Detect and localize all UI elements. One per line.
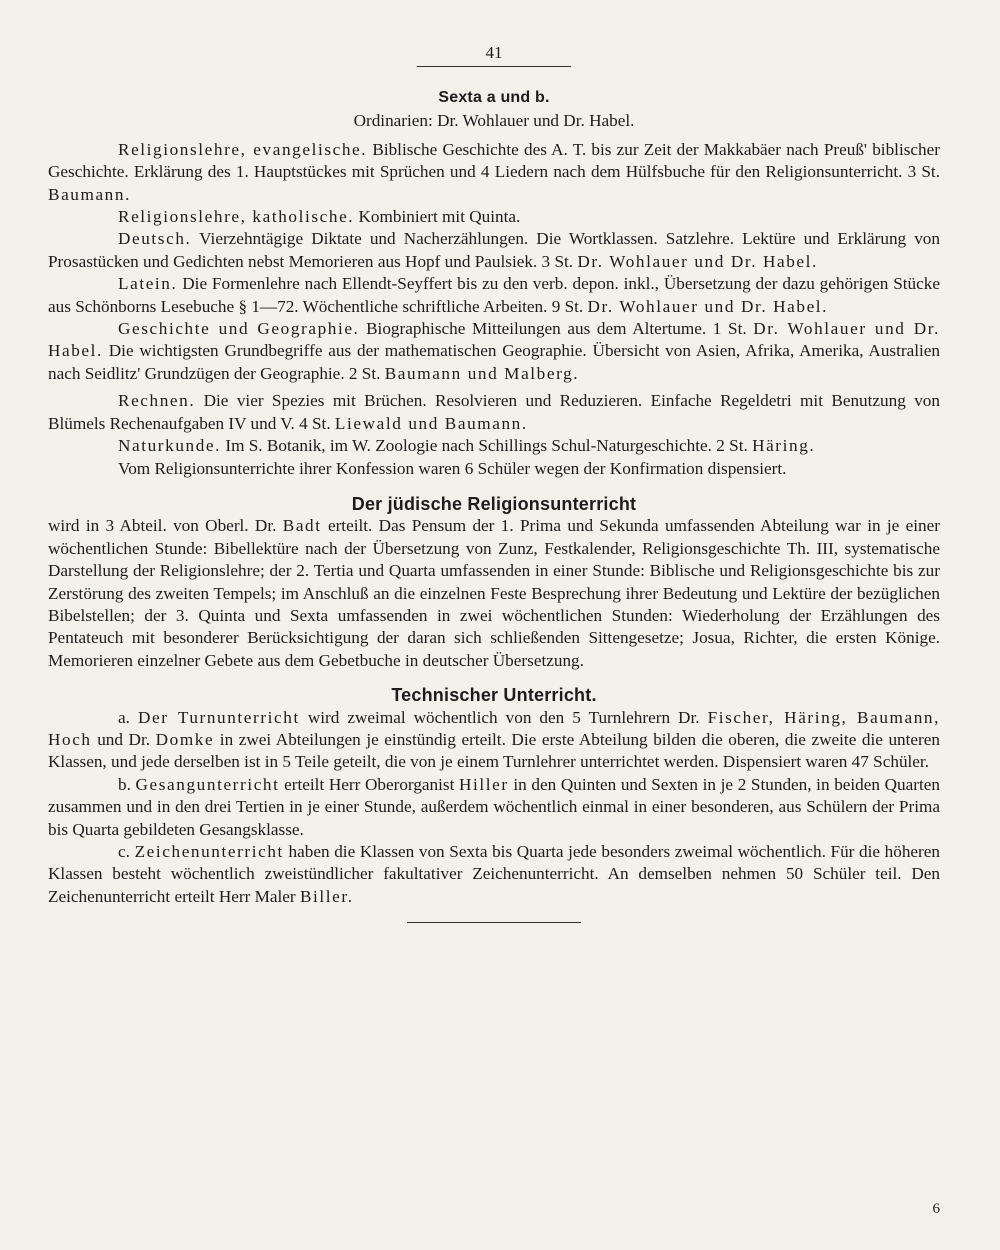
teacher-names: Dr. Wohlauer und Dr. Habel. <box>48 319 940 361</box>
dispensation-note: Vom Religionsunterrichte ihrer Konfession waren 6 Schüler wegen der Konfirmation dispensiert. <box>118 458 787 478</box>
header-rule <box>417 66 571 67</box>
teacher-names-second: Baumann und Malberg. <box>384 363 580 383</box>
subject-label: Rechnen. <box>118 391 196 411</box>
signature-mark: 6 <box>932 1200 940 1217</box>
juedisch-paragraph <box>48 515 940 672</box>
item-label: b. <box>118 774 136 794</box>
technisch-item-b <box>48 774 940 841</box>
item-text: in zwei Abteilungen je einstündig erteilt. Die erste Abteilung bilden die oberen, die zweite die unteren Klassen, und jede derselben ist in 5 Teile geteilt, die von je einem Turnlehrer unterrichtet werden. Dispensiert waren 47 Schüler. <box>48 729 941 772</box>
entry-religion-katholisch <box>48 206 940 228</box>
subject-label: Zeichenunterricht <box>134 842 284 861</box>
entry-text: Kombiniert mit Quinta. <box>354 207 521 227</box>
entry-text-continued: Die wichtigsten Grundbegriffe aus der mathematischen Geographie. Übersicht von Asien, Afrika, Amerika, Australien nach Seidlitz' Grundzügen der Geographie. 2 St. <box>48 341 940 383</box>
entry-text: Biblische Geschichte des A. T. bis zur Zeit der Makkabäer nach Preuß' biblischer Geschichte. Erklärung des 1. Hauptstückes mit Sprüchen und 4 Liedern nach dem Hülfsbuche für den Religionsunterricht. 3 St. <box>48 139 940 182</box>
entry-geschichte-geographie <box>48 318 940 385</box>
entry-text: Vierzehntägige Diktate und Nacherzählungen. Die Wortklassen. Satzlehre. Lektüre und Erklärung von Prosastücken und Gedichten nebst Memorieren aus Hopf und Paulsiek. 3 St. <box>48 229 940 271</box>
technisch-heading: Technischer Unterricht. <box>391 685 597 706</box>
item-text: wird zweimal wöchentlich von den 5 Turnlehrern Dr. <box>299 707 708 727</box>
entry-naturkunde <box>48 435 940 457</box>
subject-label: Der Turnunterricht <box>137 707 300 727</box>
entry-religion-evangelisch <box>48 139 940 206</box>
subject-label: Religionslehre, katholische. <box>118 207 355 227</box>
subject-label: Latein. <box>118 274 178 294</box>
subject-label: Gesangunterricht <box>135 774 280 794</box>
entry-text: Biographische Mitteilungen aus dem Altertume. 1 St. <box>359 319 754 339</box>
juedisch-text-start: wird in 3 Abteil. von Oberl. Dr. <box>48 516 283 536</box>
page-number: 41 <box>485 43 503 62</box>
item-text: in den Quinten und Sexten in je 2 Stunden, in beiden Quarten zusammen und in den drei Tertien in je einer Stunde, außerdem wöchentlich einmal in einer besonderen, aus Schülern der Prima bis Quarta gebildeten Gesangsklasse. <box>48 774 940 839</box>
subject-label: Naturkunde. <box>118 436 222 456</box>
entry-text: Im S. Botanik, im W. Zoologie nach Schillings Schul-Naturgeschichte. 2 St. <box>221 436 753 456</box>
teacher-name: Biller. <box>299 886 354 906</box>
juedisch-heading: Der jüdische Religionsunterricht <box>351 493 637 514</box>
item-label: a. <box>118 707 138 727</box>
juedisch-text-body: erteilt. Das Pensum der 1. Prima und Sekunda umfassenden Abteilung war in je einer wöchentlichen Stunde: Bibellektüre nach der Übersetzung von Zunz, Festkalender, Religionsgeschichte Th. III, systematische Darstellung der Religionslehre; der 2. Tertia und Quarta umfassenden in einer Stunde: Biblische und Religionsgeschichte bis zur Zerstörung des zweiten Tempels; im Anschluß an die einzelnen Feste Besprechung ihrer Bedeutung und Lektüre der bezüglichen Bibelstellen; der 3. Quinta und Sexta umfassenden in zwei wöchentlichen Stunden: Wiederholung der Erzählungen des Pentateuch mit besonderer Berücksichtigung der daran sich schließenden Sittengesetze; Josua, Richter, die ersten Könige. Memorieren einzelner Gebete aus dem Gebetbuche in deutscher Übersetzung. <box>48 516 940 670</box>
item-text: haben die Klassen von Sexta bis Quarta jede besonders zweimal wöchentlich. Für die höheren Klassen besteht wöchentlich zweistündlicher fakultativer Zeichenunterricht. An demselben nehmen 50 Schüler teil. Den Zeichenunterricht erteilt Herr Maler <box>48 842 940 906</box>
sexta-curriculum <box>48 139 940 480</box>
entry-text: Die Formenlehre nach Ellendt-Seyffert bis zu den verb. depon. inkl., Übersetzung der dazu gehörigen Stücke aus Schönborns Lesebuche § 1—72. Wöchentliche schriftliche Arbeiten. 9 St. <box>48 274 940 316</box>
entry-rechnen <box>48 390 940 435</box>
subject-label: Geschichte und Geographie. <box>118 319 360 339</box>
teacher-names: Baumann. <box>48 184 131 204</box>
entry-text: Die vier Spezies mit Brüchen. Resolvieren und Reduzieren. Einfache Regeldetri mit Benutzung von Blümels Rechenaufgaben IV und V. 4 St. <box>48 391 940 433</box>
item-text: und Dr. <box>91 729 156 749</box>
technisch-item-c <box>48 841 940 908</box>
teacher-name: Domke <box>155 729 215 749</box>
subject-label: Deutsch. <box>118 229 192 249</box>
sexta-heading: Sexta a und b. <box>438 89 550 106</box>
teacher-names: Häring. <box>752 436 816 456</box>
ordinarien-line: Ordinarien: Dr. Wohlauer und Dr. Habel. <box>353 111 635 131</box>
item-text: erteilt Herr Oberorganist <box>279 774 460 794</box>
teacher-names: Liewald und Baumann. <box>334 413 528 433</box>
technisch-item-a <box>48 707 940 774</box>
entry-latein <box>48 273 940 318</box>
footer-rule <box>407 922 581 923</box>
teacher-names: Dr. Wohlauer und Dr. Habel. <box>587 296 829 316</box>
teacher-names: Fischer, Häring, Baumann, Hoch <box>48 707 940 749</box>
entry-deutsch <box>48 228 940 273</box>
subject-label: Religionslehre, evangelische. <box>118 139 368 159</box>
document-page <box>48 38 940 1228</box>
teacher-name: Badt <box>282 516 322 536</box>
teacher-names: Dr. Wohlauer und Dr. Habel. <box>577 251 818 271</box>
teacher-name: Hiller <box>459 774 509 794</box>
item-label: c. <box>118 842 135 861</box>
